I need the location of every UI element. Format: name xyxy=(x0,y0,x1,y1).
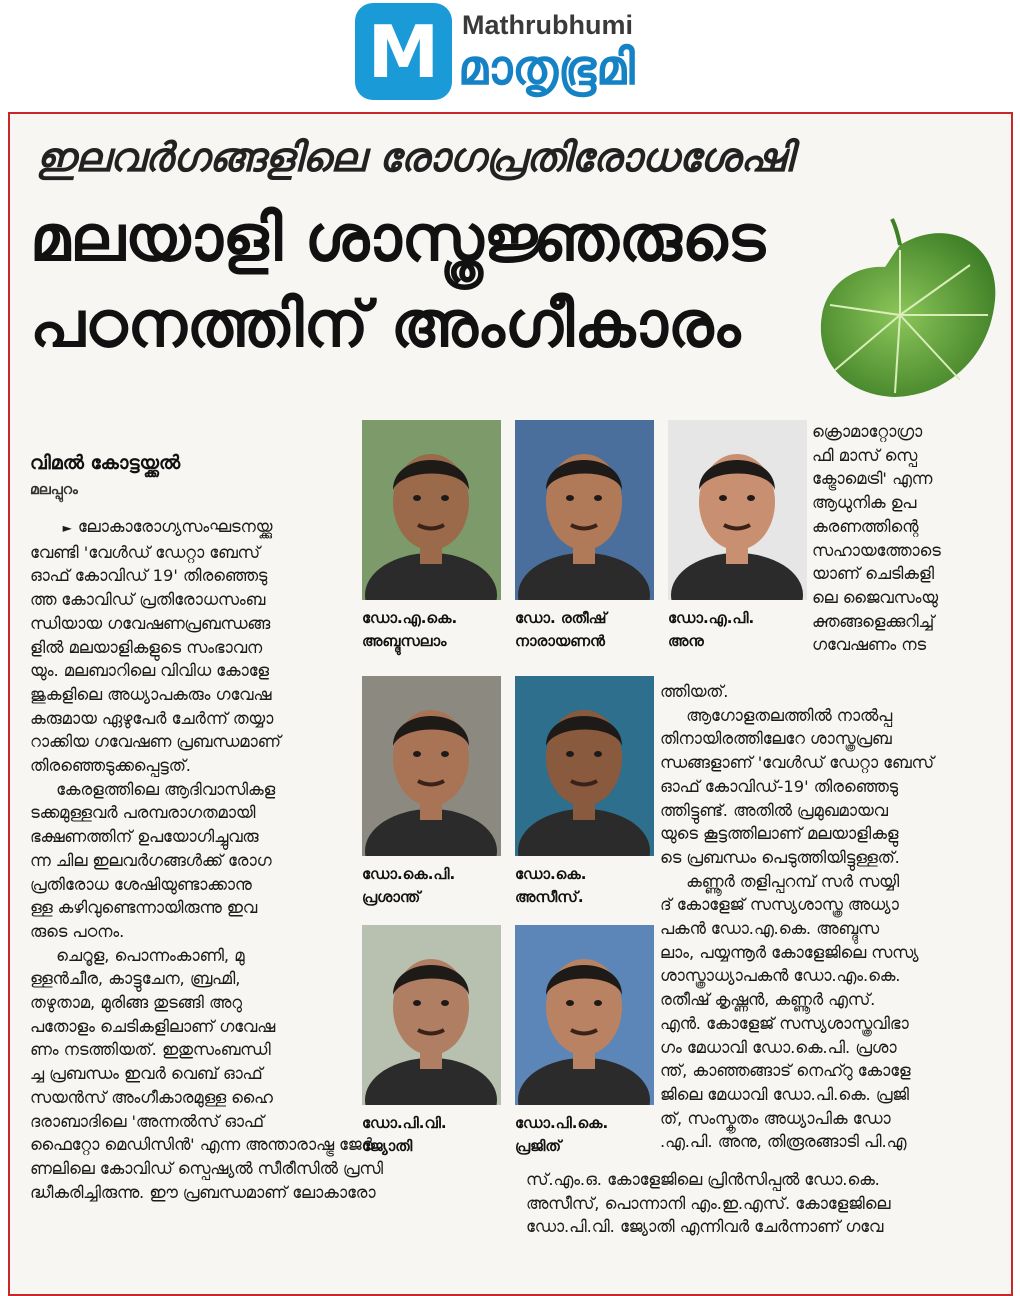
byline: വിമൽ കോട്ടയ്ക്കൽ xyxy=(30,452,181,474)
text-line: റാക്കിയ ഗവേഷണ പ്രബന്ധമാണ് xyxy=(30,732,281,752)
text-line: കണ്ണൂർ തളിപ്പറമ്പ് സർ സയ്യി xyxy=(686,871,900,891)
photo-caption: ഡോ. രതീഷ് നാരായണൻ xyxy=(515,609,607,650)
text-line: ഗവേഷണം നട xyxy=(812,635,926,655)
person-icon xyxy=(515,925,654,1105)
photo-caption: ഡോ.പി.വി. ജ്യോതി xyxy=(362,1114,447,1155)
text-line: ► ലോകാരോഗ്യസംഘടനയ്ക്കു xyxy=(30,515,348,541)
text-line: .എ.പി. അനു, തിരൂരങ്ങാടി പി.എ xyxy=(660,1132,907,1152)
text-line: ആഗോളതലത്തിൽ നാൽപ്പ xyxy=(686,705,893,725)
text-line: ലാം, പയ്യന്നൂർ കോളേജിലെ സസ്യ xyxy=(660,942,919,962)
text-line: ദ് കോളേജ് സസ്യശാസ്ത്ര അധ്യാ xyxy=(660,895,899,915)
photo-caption: ഡോ.കെ. അസീസ്. xyxy=(515,865,587,906)
text-line: ഓഫ് കോവിഡ്-19' തിരഞ്ഞെടു xyxy=(660,776,898,796)
portrait-photo xyxy=(362,420,501,600)
portrait-photo xyxy=(515,420,654,600)
person-icon xyxy=(362,676,501,856)
text-line: കേരളത്തിലെ ആദിവാസികള xyxy=(56,779,276,799)
text-line: ഡോ.പി.വി. ജ്യോതി എന്നിവർ ചേർന്നാണ് ഗവേ xyxy=(526,1217,884,1237)
column-2-3 xyxy=(660,680,1005,1154)
text-line: ള്ളൻചീര, കാട്ടുചേന, ബ്രഹ്മി, xyxy=(30,969,241,989)
text-line: ദ്ധീകരിച്ചിരുന്നു. ഈ പ്രബന്ധമാണ് ലോകാരോ xyxy=(30,1182,376,1202)
column-3 xyxy=(812,420,1004,657)
portrait-photo xyxy=(515,925,654,1105)
text-line: യാണ് ചെടികളി xyxy=(812,564,934,584)
text-line: തഴുതാമ, മുരിങ്ങ തുടങ്ങി അറു xyxy=(30,993,242,1013)
text-line: ത്തിട്ടുണ്ട്. അതിൽ പ്രമുഖമായവ xyxy=(660,800,888,820)
text-line: ജുകളിലെ അധ്യാപകരും ഗവേഷ xyxy=(30,684,272,704)
text-line: രതീഷ് കൃഷ്ണൻ, കണ്ണൂർ എസ്. xyxy=(660,990,876,1010)
text-line: കരണത്തിന്റെ xyxy=(812,516,919,536)
photo-caption: ഡോ.പി.കെ. പ്രജിത് xyxy=(515,1114,609,1155)
text-line: ന്ന ചില ഇലവർഗങ്ങൾക്ക് രോഗ xyxy=(30,850,272,870)
text-line: ടെ പ്രബന്ധം പെടുത്തിയിട്ടുള്ളത്. xyxy=(660,847,900,867)
text-line: ണലിലെ കോവിഡ് സ്പെഷ്യൽ സീരീസിൽ പ്രസി xyxy=(30,1158,384,1178)
text-line: പകൻ ഡോ.എ.കെ. അബ്ദുസ xyxy=(660,919,879,939)
text-line: ഗം മേധാവി ഡോ.കെ.പി. പ്രശാ xyxy=(660,1037,897,1057)
text-line: ഫൈറ്റോ മെഡിസിൻ' എന്ന അന്താരാഷ്ട്ര ജേർ xyxy=(30,1135,373,1155)
text-line: രുടെ പഠനം. xyxy=(30,921,125,941)
text-line: എൻ. കോളേജ് സസ്യശാസ്ത്രവിഭാ xyxy=(660,1013,909,1033)
person-icon xyxy=(362,925,501,1105)
person-icon xyxy=(668,420,807,600)
text-line: തിരഞ്ഞെടുക്കപ്പെട്ടത്. xyxy=(30,756,191,776)
text-line: ഫി മാസ് സ്പെ xyxy=(812,445,918,465)
text-line: ള്ള കഴിവുണ്ടെന്നായിരുന്നു ഇവ xyxy=(30,898,258,918)
text-line: കരുമായ ഏഴുപേർ ചേർന്ന് തയ്യാ xyxy=(30,708,274,728)
text-line: ത്ത കോവിഡ് പ്രതിരോധസംബ xyxy=(30,590,266,610)
portrait-photo xyxy=(515,676,654,856)
text-line: ചെറൂള, പൊന്നംകാണി, മു xyxy=(56,945,245,965)
logo-letter: M xyxy=(367,9,440,94)
person-icon xyxy=(515,676,654,856)
bullet-icon: ► xyxy=(62,521,72,535)
text-line: യും. മലബാറിലെ വിവിധ കോളേ xyxy=(30,661,269,681)
text-line: പതോളം ചെടികളിലാണ് ഗവേഷ xyxy=(30,1016,275,1036)
photo-caption: ഡോ.എ.പി. അനു xyxy=(668,609,755,650)
photo-caption: ഡോ.എ.കെ. അബ്ദുസലാം xyxy=(362,609,458,650)
column-1 xyxy=(30,515,384,1204)
text-line: പ്രതിരോധ ശേഷിയുണ്ടാക്കാനു xyxy=(30,874,252,894)
portrait-photo xyxy=(362,925,501,1105)
person-icon xyxy=(362,420,501,600)
text-line: ക്തങ്ങളെക്കുറിച്ച് xyxy=(812,611,935,631)
text-line: ക്രൊമാറ്റോഗ്രാ xyxy=(812,422,923,441)
portrait-photo xyxy=(362,676,501,856)
article-kicker: ഇലവർഗങ്ങളിലെ രോഗപ്രതിരോധശേഷി xyxy=(36,135,793,181)
text-line: ജിലെ മേധാവി ഡോ.പി.കെ. പ്രജി xyxy=(660,1084,909,1104)
text-line: ദരാബാദിലെ 'അന്നൽസ് ഓഫ് xyxy=(30,1111,264,1131)
person-icon xyxy=(515,420,654,600)
brand-name-english: Mathrubhumi xyxy=(462,10,633,40)
column-bottom xyxy=(526,1168,1006,1239)
mathrubhumi-logo-icon xyxy=(355,3,452,100)
masthead xyxy=(0,0,1020,110)
text-line: ത്തിയത്. xyxy=(660,682,729,701)
portrait-photo xyxy=(668,420,807,600)
text-line: യുടെ കൂട്ടത്തിലാണ് മലയാളികളു xyxy=(660,824,899,844)
headline-line-1: മലയാളി ശാസ്ത്രജ്ഞരുടെ xyxy=(30,202,766,276)
text-line: ലെ ജൈവസംയു xyxy=(812,587,938,607)
text-line: ക്ട്രോമെട്രി' എന്ന xyxy=(812,469,933,489)
dateline: മലപ്പുറം xyxy=(30,482,78,498)
text-line: ച്ച പ്രബന്ധം ഇവർ വെബ് ഓഫ് xyxy=(30,1064,263,1084)
leaf-illustration-icon xyxy=(800,205,1000,405)
text-line: ത്, സംസ്കൃതം അധ്യാപിക ഡോ xyxy=(660,1108,891,1128)
text-line: സഹായത്തോടെ xyxy=(812,540,941,560)
text-line: ന്ത്, കാഞ്ഞങ്ങാട് നെഹ്റു കോളേ xyxy=(660,1061,911,1081)
text-line: സ്.എം.ഒ. കോളേജിലെ പ്രിൻസിപ്പൽ ഡോ.കെ. xyxy=(526,1170,880,1189)
text-line: തിനായിരത്തിലേറേ ശാസ്ത്രപ്രബ xyxy=(660,729,892,749)
text-line: ളിൽ മലയാളികളുടെ സംഭാവന xyxy=(30,637,263,657)
text-line: അസീസ്, പൊന്നാനി എം.ഇ.എസ്. കോളേജിലെ xyxy=(526,1193,891,1213)
text-line: ന്ധിയായ ഗവേഷണപ്രബന്ധങ്ങ xyxy=(30,613,271,633)
text-line: വേണ്ടി 'വേൾഡ് ഡേറ്റാ ബേസ് xyxy=(30,542,260,562)
headline-line-2: പഠനത്തിന് അംഗീകാരം xyxy=(30,288,741,362)
text-line: ഓഫ് കോവിഡ് 19' തിരഞ്ഞെടു xyxy=(30,566,268,586)
text-line: ണം നടത്തിയത്. ഇതുസംബന്ധി xyxy=(30,1040,271,1060)
text-line: ശാസ്ത്രാധ്യാപകൻ ഡോ.എം.കെ. xyxy=(660,966,901,986)
text-line: ആധുനിക ഉപ xyxy=(812,493,917,513)
photo-caption: ഡോ.കെ.പി. പ്രശാന്ത് xyxy=(362,865,456,906)
text-line: ഭക്ഷണത്തിന് ഉപയോഗിച്ചുവരു xyxy=(30,827,259,847)
text-line: സയൻസ് അംഗീകാരമുള്ള ഹൈ xyxy=(30,1087,273,1107)
text-line: ടക്കമുള്ളവർ പരമ്പരാഗതമായി xyxy=(30,803,256,823)
text-line: ന്ധങ്ങളാണ് 'വേൾഡ് ഡേറ്റാ ബേസ് xyxy=(660,753,934,773)
article-headline xyxy=(30,196,765,368)
brand-name-malayalam: മാതൃഭൂമി xyxy=(458,40,635,96)
